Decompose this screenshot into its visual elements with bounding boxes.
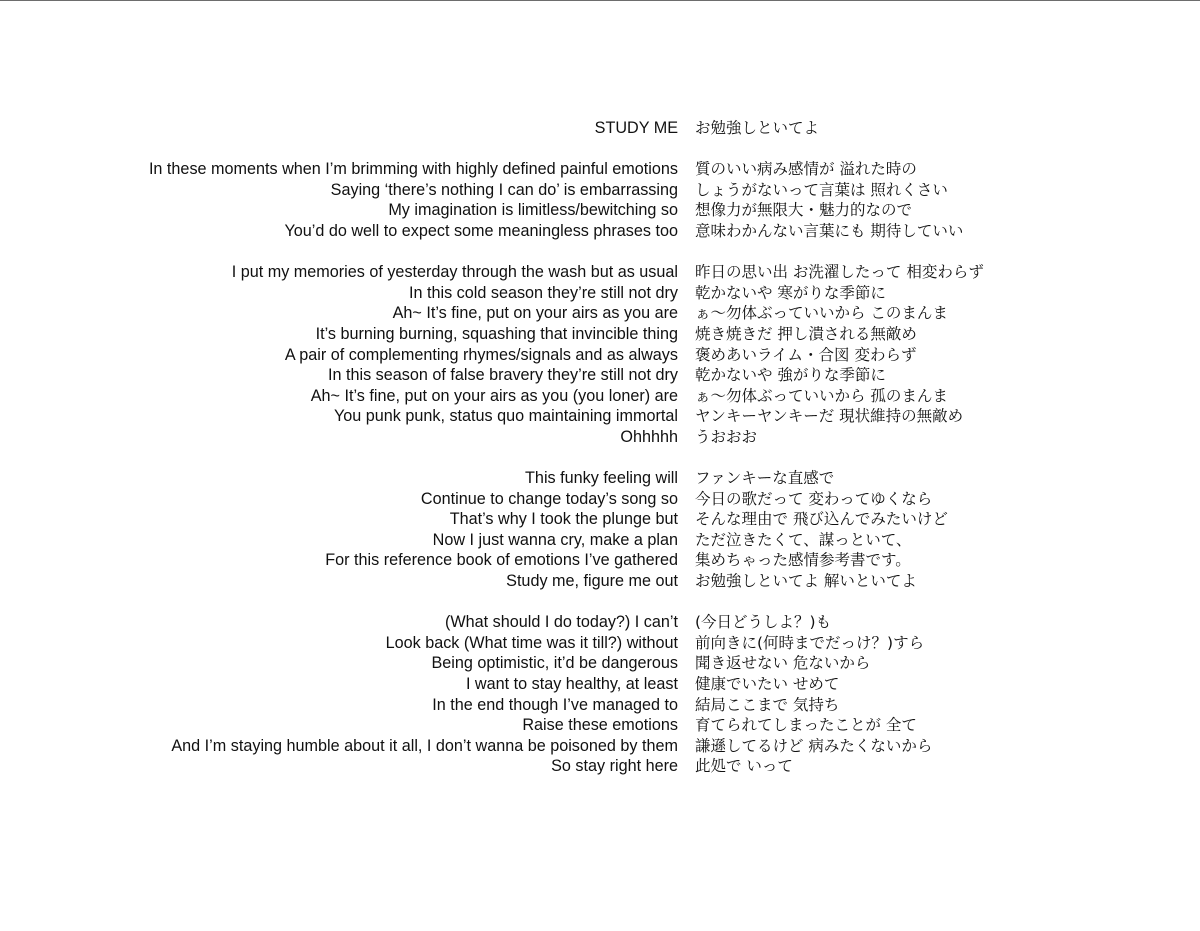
lyric-line [0, 386, 1200, 407]
title-english: STUDY ME [594, 119, 678, 137]
lyric-line [0, 200, 1200, 221]
lyric-english: And I’m staying humble about it all, I don’t wanna be poisoned by them [171, 736, 678, 755]
lyric-japanese: 意味わかんない言葉にも 期待していい [695, 221, 964, 240]
lyric-english: Study me, figure me out [506, 572, 678, 591]
lyric-japanese: 乾かないや 強がりな季節に [695, 366, 886, 385]
lyric-line [0, 159, 1200, 180]
lyric-line [0, 695, 1200, 716]
lyric-line [0, 736, 1200, 757]
lyric-japanese: ぁ〜勿体ぶっていいから このまんま [695, 304, 948, 323]
lyric-line [0, 509, 1200, 530]
lyric-english: This funky feeling will [525, 469, 678, 488]
lyric-line [0, 612, 1200, 633]
lyric-line [0, 324, 1200, 345]
lyric-english: So stay right here [551, 757, 678, 776]
lyric-japanese: しょうがないって言葉は 照れくさい [695, 180, 948, 199]
lyric-line [0, 715, 1200, 736]
lyric-english: In the end though I’ve managed to [432, 695, 678, 714]
stanza-2 [0, 262, 1200, 447]
lyric-english: Look back (What time was it till?) without [385, 633, 678, 652]
stanza-4 [0, 612, 1200, 777]
lyric-japanese: 前向きに(何時までだっけ？)すら [695, 633, 925, 652]
lyric-line [0, 571, 1200, 592]
lyric-line [0, 365, 1200, 386]
lyric-english: Raise these emotions [522, 716, 678, 735]
lyric-japanese: 謙遜してるけど 病みたくないから [695, 736, 933, 755]
lyric-japanese: 集めちゃった感情参考書です。 [695, 551, 911, 570]
lyric-line [0, 530, 1200, 551]
lyrics-document [0, 118, 1200, 777]
stanza-1 [0, 159, 1200, 241]
lyric-english: Ah~ It’s fine, put on your airs as you (you loner) are [310, 386, 678, 405]
lyric-english: In this cold season they’re still not dry [408, 283, 678, 302]
lyric-japanese: そんな理由で 飛び込んでみたいけど [695, 510, 948, 529]
lyric-english: You’d do well to expect some meaningless phrases too [284, 221, 678, 240]
lyric-english: Now I just wanna cry, make a plan [432, 530, 678, 549]
lyric-japanese: 昨日の思い出 お洗濯したって 相変わらず [695, 263, 984, 282]
title-row [0, 118, 1200, 139]
lyric-line [0, 489, 1200, 510]
lyric-japanese: ファンキーな直感で [695, 469, 835, 488]
lyric-english: Ohhhhh [620, 427, 678, 446]
lyric-japanese: 結局ここまで 気持ち [695, 695, 840, 714]
lyric-english: My imagination is limitless/bewitching so [388, 201, 678, 220]
lyric-japanese: ただ泣きたくて、謀っといて、 [695, 530, 912, 549]
lyric-line [0, 653, 1200, 674]
lyric-line [0, 550, 1200, 571]
lyric-english: That’s why I took the plunge but [449, 510, 678, 529]
lyric-japanese: 乾かないや 寒がりな季節に [695, 283, 886, 302]
lyric-line [0, 633, 1200, 654]
stanza-gap [0, 592, 1200, 613]
lyric-english: I want to stay healthy, at least [465, 675, 678, 694]
lyric-english: For this reference book of emotions I’ve gathered [325, 551, 678, 570]
lyric-english: Ah~ It’s fine, put on your airs as you are [392, 304, 678, 323]
lyric-japanese: お勉強しといてよ 解いといてよ [695, 572, 917, 591]
lyric-line [0, 221, 1200, 242]
lyric-english: Being optimistic, it’d be dangerous [431, 654, 678, 673]
title-japanese: お勉強しといてよ [695, 119, 820, 137]
lyric-english: I put my memories of yesterday through the wash but as usual [231, 263, 678, 282]
stanza-3 [0, 468, 1200, 592]
lyric-english: In these moments when I’m brimming with highly defined painful emotions [148, 160, 678, 179]
lyric-line [0, 283, 1200, 304]
lyric-line [0, 262, 1200, 283]
lyric-japanese: 焼き焼きだ 押し潰される無敵め [695, 324, 917, 343]
lyric-line [0, 427, 1200, 448]
lyric-japanese: 今日の歌だって 変わってゆくなら [695, 489, 933, 508]
lyric-line [0, 468, 1200, 489]
lyric-line [0, 180, 1200, 201]
lyric-line [0, 674, 1200, 695]
lyric-english: You punk punk, status quo maintaining immortal [333, 407, 678, 426]
lyric-japanese: 此処で いって [695, 757, 793, 776]
stanza-gap [0, 448, 1200, 469]
lyric-english: Saying ‘there’s nothing I can do’ is embarrassing [330, 180, 678, 199]
lyric-english: (What should I do today?) I can’t [444, 613, 678, 632]
lyric-japanese: 育てられてしまったことが 全て [695, 716, 917, 735]
stanza-gap [0, 139, 1200, 160]
lyric-japanese: ヤンキーヤンキーだ 現状維持の無敵め [695, 407, 964, 426]
lyric-japanese: (今日どうしよ？)も [695, 613, 832, 632]
lyric-japanese: 健康でいたい せめて [695, 675, 840, 694]
top-border-line [0, 0, 1200, 1]
lyric-line [0, 345, 1200, 366]
lyric-english: In this season of false bravery they’re still not dry [328, 366, 678, 385]
lyric-line [0, 756, 1200, 777]
lyric-english: A pair of complementing rhymes/signals and as always [284, 345, 678, 364]
lyric-line [0, 406, 1200, 427]
lyric-japanese: 想像力が無限大・魅力的なので [695, 201, 913, 220]
lyric-english: It’s burning burning, squashing that invincible thing [315, 324, 678, 343]
lyric-japanese: ぁ〜勿体ぶっていいから 孤のまんま [695, 386, 948, 405]
lyric-line [0, 303, 1200, 324]
lyric-english: Continue to change today’s song so [420, 489, 678, 508]
lyric-japanese: 聞き返せない 危ないから [695, 654, 871, 673]
lyric-japanese: 褒めあいライム・合図 変わらず [695, 345, 917, 364]
lyric-japanese: 質のいい病み感情が 溢れた時の [695, 160, 917, 179]
lyric-japanese: うおおお [695, 427, 758, 446]
stanza-gap [0, 242, 1200, 263]
